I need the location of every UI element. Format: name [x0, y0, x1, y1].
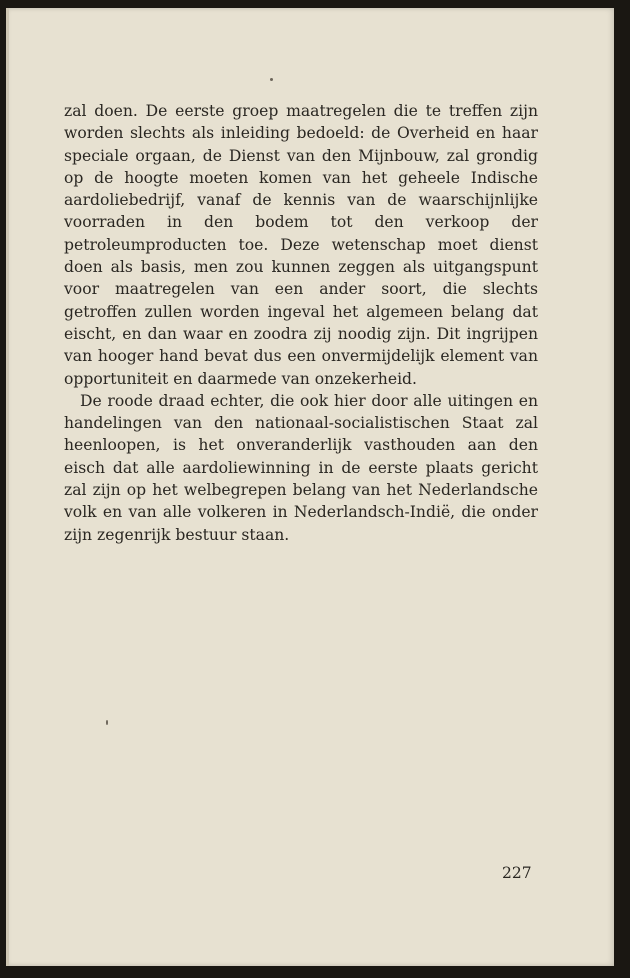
ink-speck	[106, 720, 108, 725]
page-number: 227	[502, 864, 532, 882]
ink-speck	[270, 78, 273, 81]
book-page	[6, 8, 614, 966]
paragraph-1: zal doen. De eerste groep maatregelen die te treffen zijn worden slechts als inleiding bedoeld: de Overheid en haar speciale orgaan, de Dienst van den Mijnbouw, zal grondig op de hoogte moeten komen van het geheele Indische aardoliebedrijf, vanaf de kennis van de waarschijnlijke voorraden in den bodem tot den verkoop der petroleumproducten toe. Deze wetenschap moet dienst doen als basis, men zou kunnen zeggen als uitgangspunt voor maatregelen van een ander soort, die slechts getroffen zullen worden ingeval het algemeen belang dat eischt, en dan waar en zoodra zij noodig zijn. Dit ingrijpen van hooger hand bevat dus een onvermijdelijk element van opportuniteit en daarmede van onzekerheid.	[64, 102, 538, 388]
body-text	[64, 100, 538, 546]
paragraph-2: De roode draad echter, die ook hier door alle uitingen en handelingen van den nationaal-socialistischen Staat zal heenloopen, is het onveranderlijk vasthouden aan den eisch dat alle aardoliewinning in de eerste plaats gericht zal zijn op het welbegrepen belang van het Nederlandsche volk en van alle volkeren in Nederlandsch-Indië, die onder zijn zegenrijk bestuur staan.	[64, 391, 538, 544]
page-edge	[6, 8, 9, 966]
